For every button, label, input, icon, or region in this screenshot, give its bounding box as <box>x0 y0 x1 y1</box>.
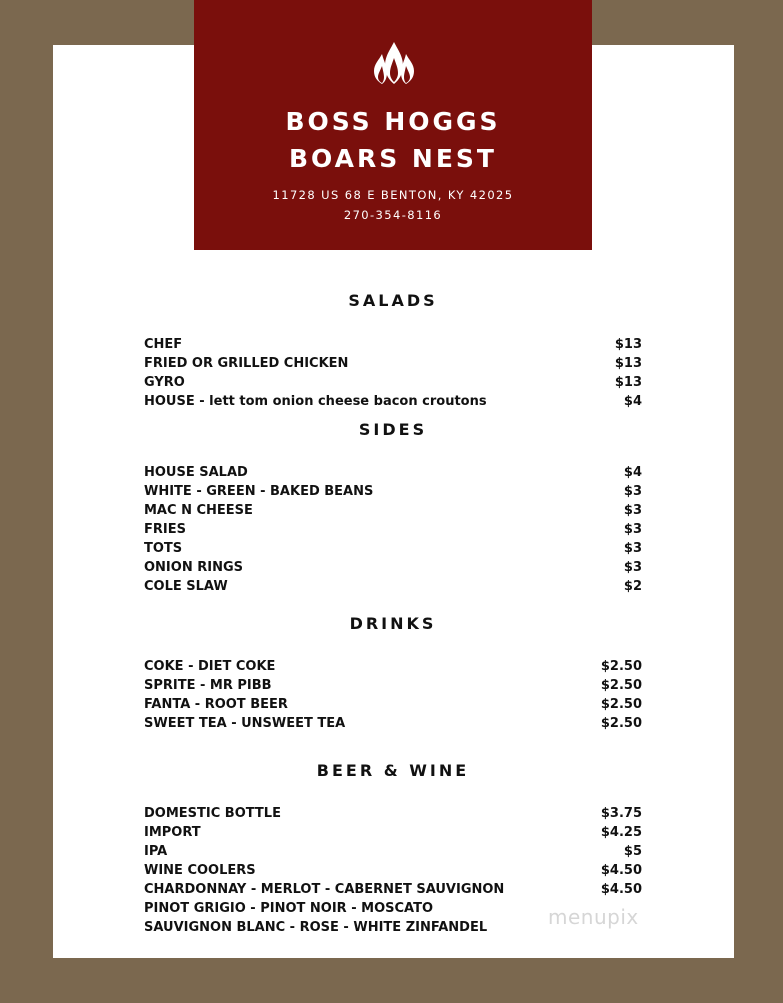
flame-icon <box>373 40 415 86</box>
item-price: $2.50 <box>600 716 642 731</box>
item-name: COLE SLAW <box>144 579 228 594</box>
item-price: $4.50 <box>600 882 642 897</box>
item-name: WINE COOLERS <box>144 863 256 878</box>
menu-item <box>144 354 642 373</box>
menu-item <box>144 392 642 411</box>
section-title-drinks: DRINKS <box>349 614 437 633</box>
menu-header <box>194 0 592 250</box>
menu-item <box>144 657 642 676</box>
item-price: $3 <box>623 522 642 537</box>
item-name: HOUSE - lett tom onion cheese bacon croutons <box>144 394 487 409</box>
menu-item <box>144 861 642 880</box>
item-name: ONION RINGS <box>144 560 243 575</box>
item-name: FANTA - ROOT BEER <box>144 697 288 712</box>
item-name: SWEET TEA - UNSWEET TEA <box>144 716 346 731</box>
menu-item <box>144 577 642 596</box>
item-price: $4 <box>623 465 642 480</box>
item-price: $13 <box>614 356 642 371</box>
menu-item <box>144 823 642 842</box>
restaurant-address: 11728 US 68 E BENTON, KY 42025 <box>272 188 514 202</box>
item-price: $2.50 <box>600 659 642 674</box>
item-price: $4 <box>623 394 642 409</box>
watermark: menupix <box>548 905 639 929</box>
item-name: FRIES <box>144 522 186 537</box>
section-title-beer-wine: BEER & WINE <box>316 761 470 780</box>
item-name: PINOT GRIGIO - PINOT NOIR - MOSCATO <box>144 901 433 916</box>
item-name: IMPORT <box>144 825 201 840</box>
item-price: $13 <box>614 375 642 390</box>
item-name: MAC N CHEESE <box>144 503 253 518</box>
item-price: $2.50 <box>600 678 642 693</box>
item-price: $2 <box>623 579 642 594</box>
menu-item <box>144 676 642 695</box>
menu-item <box>144 558 642 577</box>
menu-item <box>144 880 642 899</box>
item-price: $3 <box>623 503 642 518</box>
section-title-sides: SIDES <box>358 420 428 439</box>
item-name: HOUSE SALAD <box>144 465 248 480</box>
restaurant-phone: 270-354-8116 <box>343 208 443 222</box>
section-title-salads: SALADS <box>348 291 438 310</box>
item-name: WHITE - GREEN - BAKED BEANS <box>144 484 374 499</box>
item-price: $3 <box>623 484 642 499</box>
item-price: $3 <box>623 541 642 556</box>
item-price: $4.50 <box>600 863 642 878</box>
menu-item <box>144 463 642 482</box>
item-name: SPRITE - MR PIBB <box>144 678 272 693</box>
item-name: CHEF <box>144 337 183 352</box>
menu-item <box>144 373 642 392</box>
menu-item <box>144 695 642 714</box>
menu-item <box>144 842 642 861</box>
restaurant-name-line-2: BOARS NEST <box>288 144 497 173</box>
item-name: GYRO <box>144 375 185 390</box>
item-price: $2.50 <box>600 697 642 712</box>
item-name: DOMESTIC BOTTLE <box>144 806 281 821</box>
item-price: $5 <box>623 844 642 859</box>
item-name: SAUVIGNON BLANC - ROSE - WHITE ZINFANDEL <box>144 920 488 935</box>
item-price: $4.25 <box>600 825 642 840</box>
menu-item <box>144 714 642 733</box>
item-price: $3 <box>623 560 642 575</box>
menu-item <box>144 482 642 501</box>
item-name: CHARDONNAY - MERLOT - CABERNET SAUVIGNON <box>144 882 505 897</box>
menu-item <box>144 520 642 539</box>
item-price: $13 <box>614 337 642 352</box>
item-name: TOTS <box>144 541 183 556</box>
item-price: $3.75 <box>600 806 642 821</box>
menu-item <box>144 501 642 520</box>
menu-item <box>144 539 642 558</box>
restaurant-name-line-1: BOSS HOGGS <box>285 107 501 136</box>
menu-item <box>144 804 642 823</box>
item-name: IPA <box>144 844 168 859</box>
menu-item <box>144 335 642 354</box>
item-name: COKE - DIET COKE <box>144 659 276 674</box>
item-name: FRIED OR GRILLED CHICKEN <box>144 356 349 371</box>
